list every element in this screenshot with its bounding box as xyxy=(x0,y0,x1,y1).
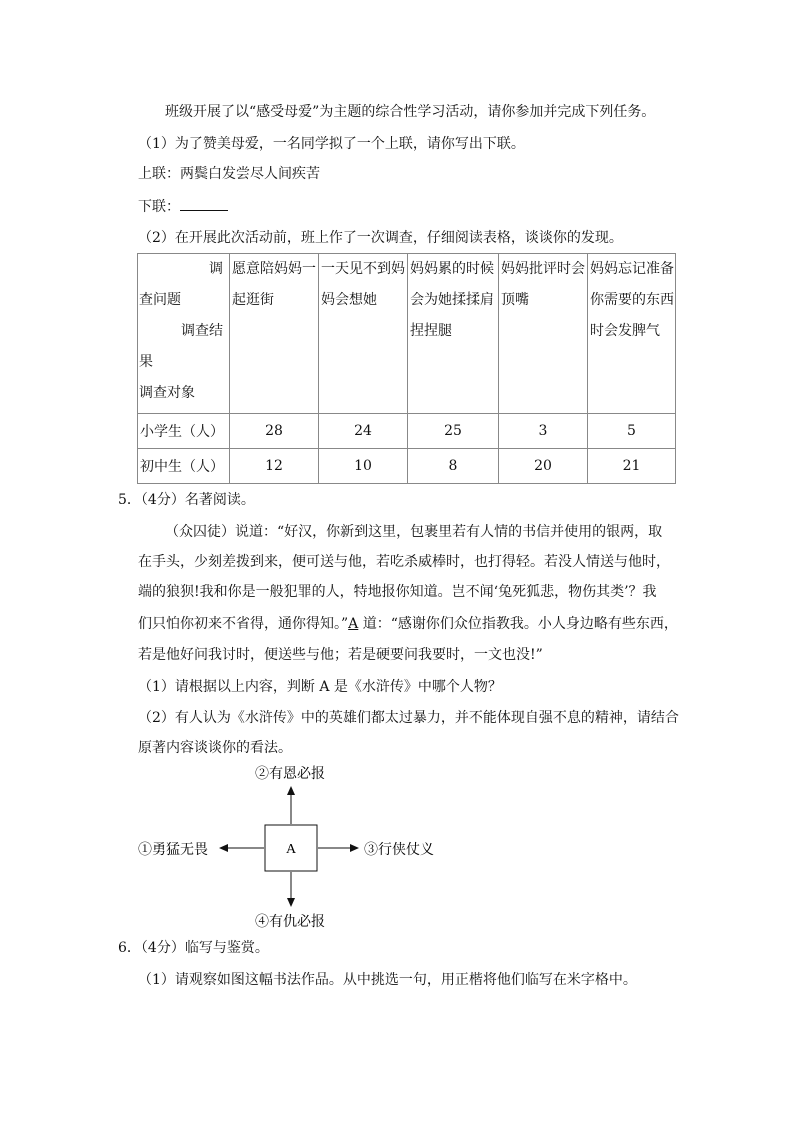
q5-sub2: 原著内容谈谈你的看法。 xyxy=(138,740,292,756)
character-a: A xyxy=(348,616,359,632)
table-row xyxy=(138,414,676,449)
table-corner-labels: 调 查问题 调查结 果 调查对象 xyxy=(139,261,223,401)
row-label: 初中生（人） xyxy=(138,449,230,484)
table-cell: 10 xyxy=(319,449,408,484)
table-cell: 21 xyxy=(588,449,676,484)
q5-para-line: 们只怕你初来不省得，通你得知。”A 道：“感谢你们众位指教我。小人身边略有些东西， xyxy=(138,616,678,632)
q6-sub1: （1）请观察如图这幅书法作品。从中挑选一句，用正楷将他们临写在米字格中。 xyxy=(138,972,637,988)
table-col-header: 一天见不到妈 妈会想她 xyxy=(319,254,408,414)
table-col-header: 妈妈累的时候 会为她揉揉肩 捏捏腿 xyxy=(408,254,499,414)
trait-bottom: ④有仇必报 xyxy=(255,914,325,930)
table-cell: 5 xyxy=(588,414,676,449)
q6-heading: 6．（4分）临写与鉴赏。 xyxy=(118,940,269,956)
q5-para-line: （众囚徒）说道：“好汉，你新到这里，包裹里若有人情的书信并使用的银两，取 xyxy=(165,524,663,540)
center-label: A xyxy=(285,842,297,857)
q1-prompt: （1）为了赞美母爱，一名同学拟了一个上联，请你写出下联。 xyxy=(138,136,525,152)
q1-lower-couplet xyxy=(138,196,228,217)
q5-para-line: 端的狼狈!我和你是一般犯罪的人，特地报你知道。岂不闻‘兔死狐悲，物伤其类’？我 xyxy=(138,584,657,600)
table-col-header: 妈妈批评时会 顶嘴 xyxy=(499,254,588,414)
table-cell: 20 xyxy=(499,449,588,484)
row-label: 小学生（人） xyxy=(138,414,230,449)
q1-upper-couplet: 上联：两鬓白发尝尽人间疾苦 xyxy=(138,166,320,182)
q5-para-line: 在手头，少刻差拨到来，便可送与他，若吃杀威棒时，也打得轻。若没人情送与他时， xyxy=(138,554,670,570)
table-cell: 28 xyxy=(230,414,319,449)
table-cell: 12 xyxy=(230,449,319,484)
table-cell: 25 xyxy=(408,414,499,449)
table-cell: 24 xyxy=(319,414,408,449)
q5-para-line: 若是他好问我讨时，便送些与他；若是硬要问我要时，一文也没!” xyxy=(138,647,543,663)
trait-right: ③行侠仗义 xyxy=(364,842,434,858)
table-cell: 8 xyxy=(408,449,499,484)
q1-lower-label: 下联： xyxy=(138,199,180,215)
intro-text: 班级开展了以“感受母爱”为主题的综合性学习活动，请你参加并完成下列任务。 xyxy=(165,104,656,120)
q5-sub1: （1）请根据以上内容，判断 A 是《水浒传》中哪个人物？ xyxy=(138,679,502,695)
q5-heading: 5．（4分）名著阅读。 xyxy=(118,492,255,508)
q2-prompt: （2）在开展此次活动前，班上作了一次调查，仔细阅读表格，谈谈你的发现。 xyxy=(138,230,623,246)
table-col-header: 妈妈忘记准备 你需要的东西 时会发脾气 xyxy=(588,254,676,414)
character-trait-diagram xyxy=(130,760,450,940)
trait-top: ②有恩必报 xyxy=(255,766,325,782)
table-row xyxy=(138,449,676,484)
table-col-header: 愿意陪妈妈一 起逛街 xyxy=(230,254,319,414)
table-cell: 3 xyxy=(499,414,588,449)
trait-left: ①勇猛无畏 xyxy=(138,842,208,858)
answer-blank[interactable] xyxy=(180,196,228,211)
q5-sub2: （2）有人认为《水浒传》中的英雄们都太过暴力，并不能体现自强不息的精神，请结合 xyxy=(138,710,679,726)
